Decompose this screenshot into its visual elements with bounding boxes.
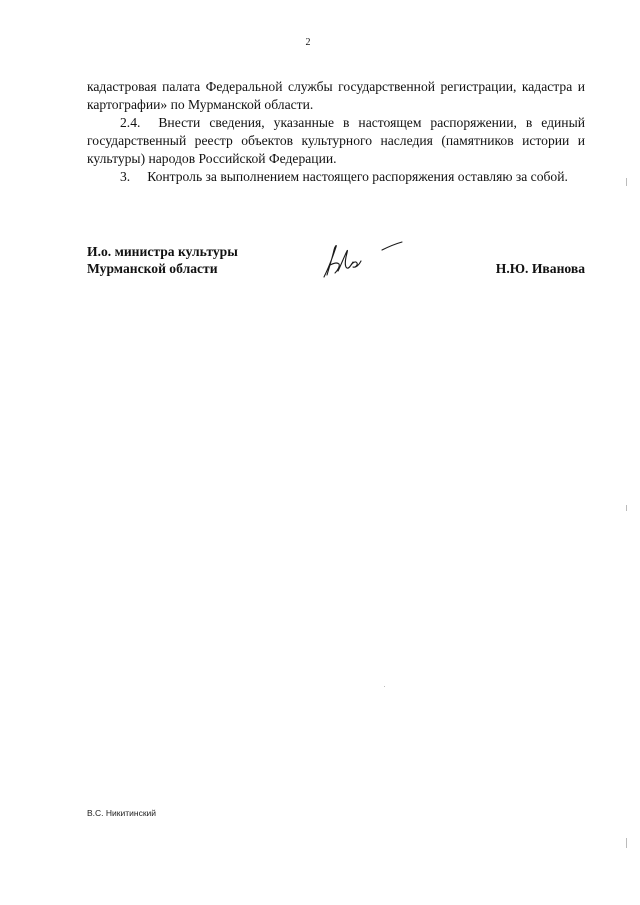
signer-name: Н.Ю. Иванова (495, 261, 585, 276)
paragraph-3: 3. Контроль за выполнением настоящего распоряжения оставляю за собой. (120, 169, 568, 184)
paragraph-continuation: кадастровая палата Федеральной службы государственной регистрации, кадастра и картографии» по Мурманской области. (87, 79, 585, 112)
signer-title-line1: И.о. министра культуры (87, 244, 238, 259)
scan-margin-mark (626, 178, 627, 186)
signer-title-line2: Мурманской области (87, 261, 218, 276)
page-number: 2 (305, 37, 311, 48)
executor-name: В.С. Никитинский (87, 808, 157, 818)
scan-dot (384, 686, 385, 687)
scan-margin-mark (626, 505, 627, 511)
signature-block (87, 243, 585, 283)
paragraph-2-4: 2.4. Внести сведения, указанные в настоящем распоряжении, в единый государственный реестр объектов культурного наследия (памятников истории и культуры) народов Российской Федерации. (87, 115, 585, 166)
signer-title (87, 243, 238, 277)
handwritten-signature (318, 235, 418, 283)
document-body (87, 78, 585, 186)
scan-margin-mark (626, 838, 627, 848)
